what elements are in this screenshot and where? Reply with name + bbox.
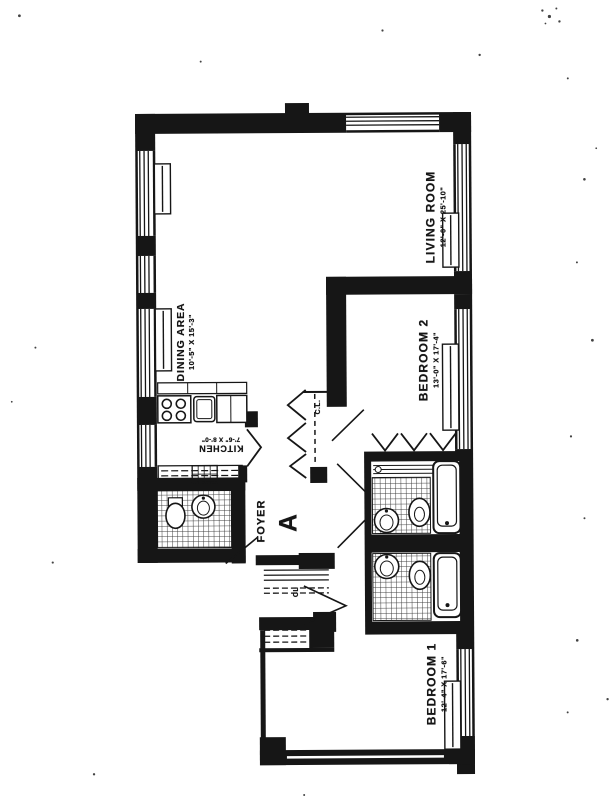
foyer-name: FOYER	[255, 499, 268, 543]
room-label-living-room	[424, 171, 447, 264]
dining-area-name: DINING AREA	[175, 302, 188, 382]
unit-letter-label: A	[274, 513, 303, 533]
bedroom-2-dims: 13'-0" X 17'-4"	[431, 332, 441, 388]
room-label-bedroom-1	[425, 643, 448, 726]
living-room-dims: 12'-0" X 25'-10"	[438, 186, 448, 248]
living-room-name: LIVING ROOM	[423, 170, 438, 264]
closet-label-foyer: CL	[292, 586, 300, 598]
kitchen-name: KITCHEN	[198, 443, 244, 454]
bedroom-2-name: BEDROOM 2	[416, 318, 431, 402]
bedroom-1-name: BEDROOM 1	[424, 642, 439, 726]
kitchen-appliances	[158, 382, 262, 483]
room-label-dining-area	[175, 303, 197, 382]
room-label-bedroom-2	[417, 319, 440, 402]
room-label-foyer	[256, 500, 269, 543]
closet-label-center: C.L.	[314, 399, 322, 415]
dining-area-dims: 10'-5" X 15'-3"	[187, 314, 197, 370]
kitchen-dims: 7'-6" X 8'-0"	[201, 435, 241, 443]
bedroom-1-dims: 12'-4" X 17'-6"	[439, 656, 449, 712]
room-label-kitchen	[199, 435, 244, 454]
